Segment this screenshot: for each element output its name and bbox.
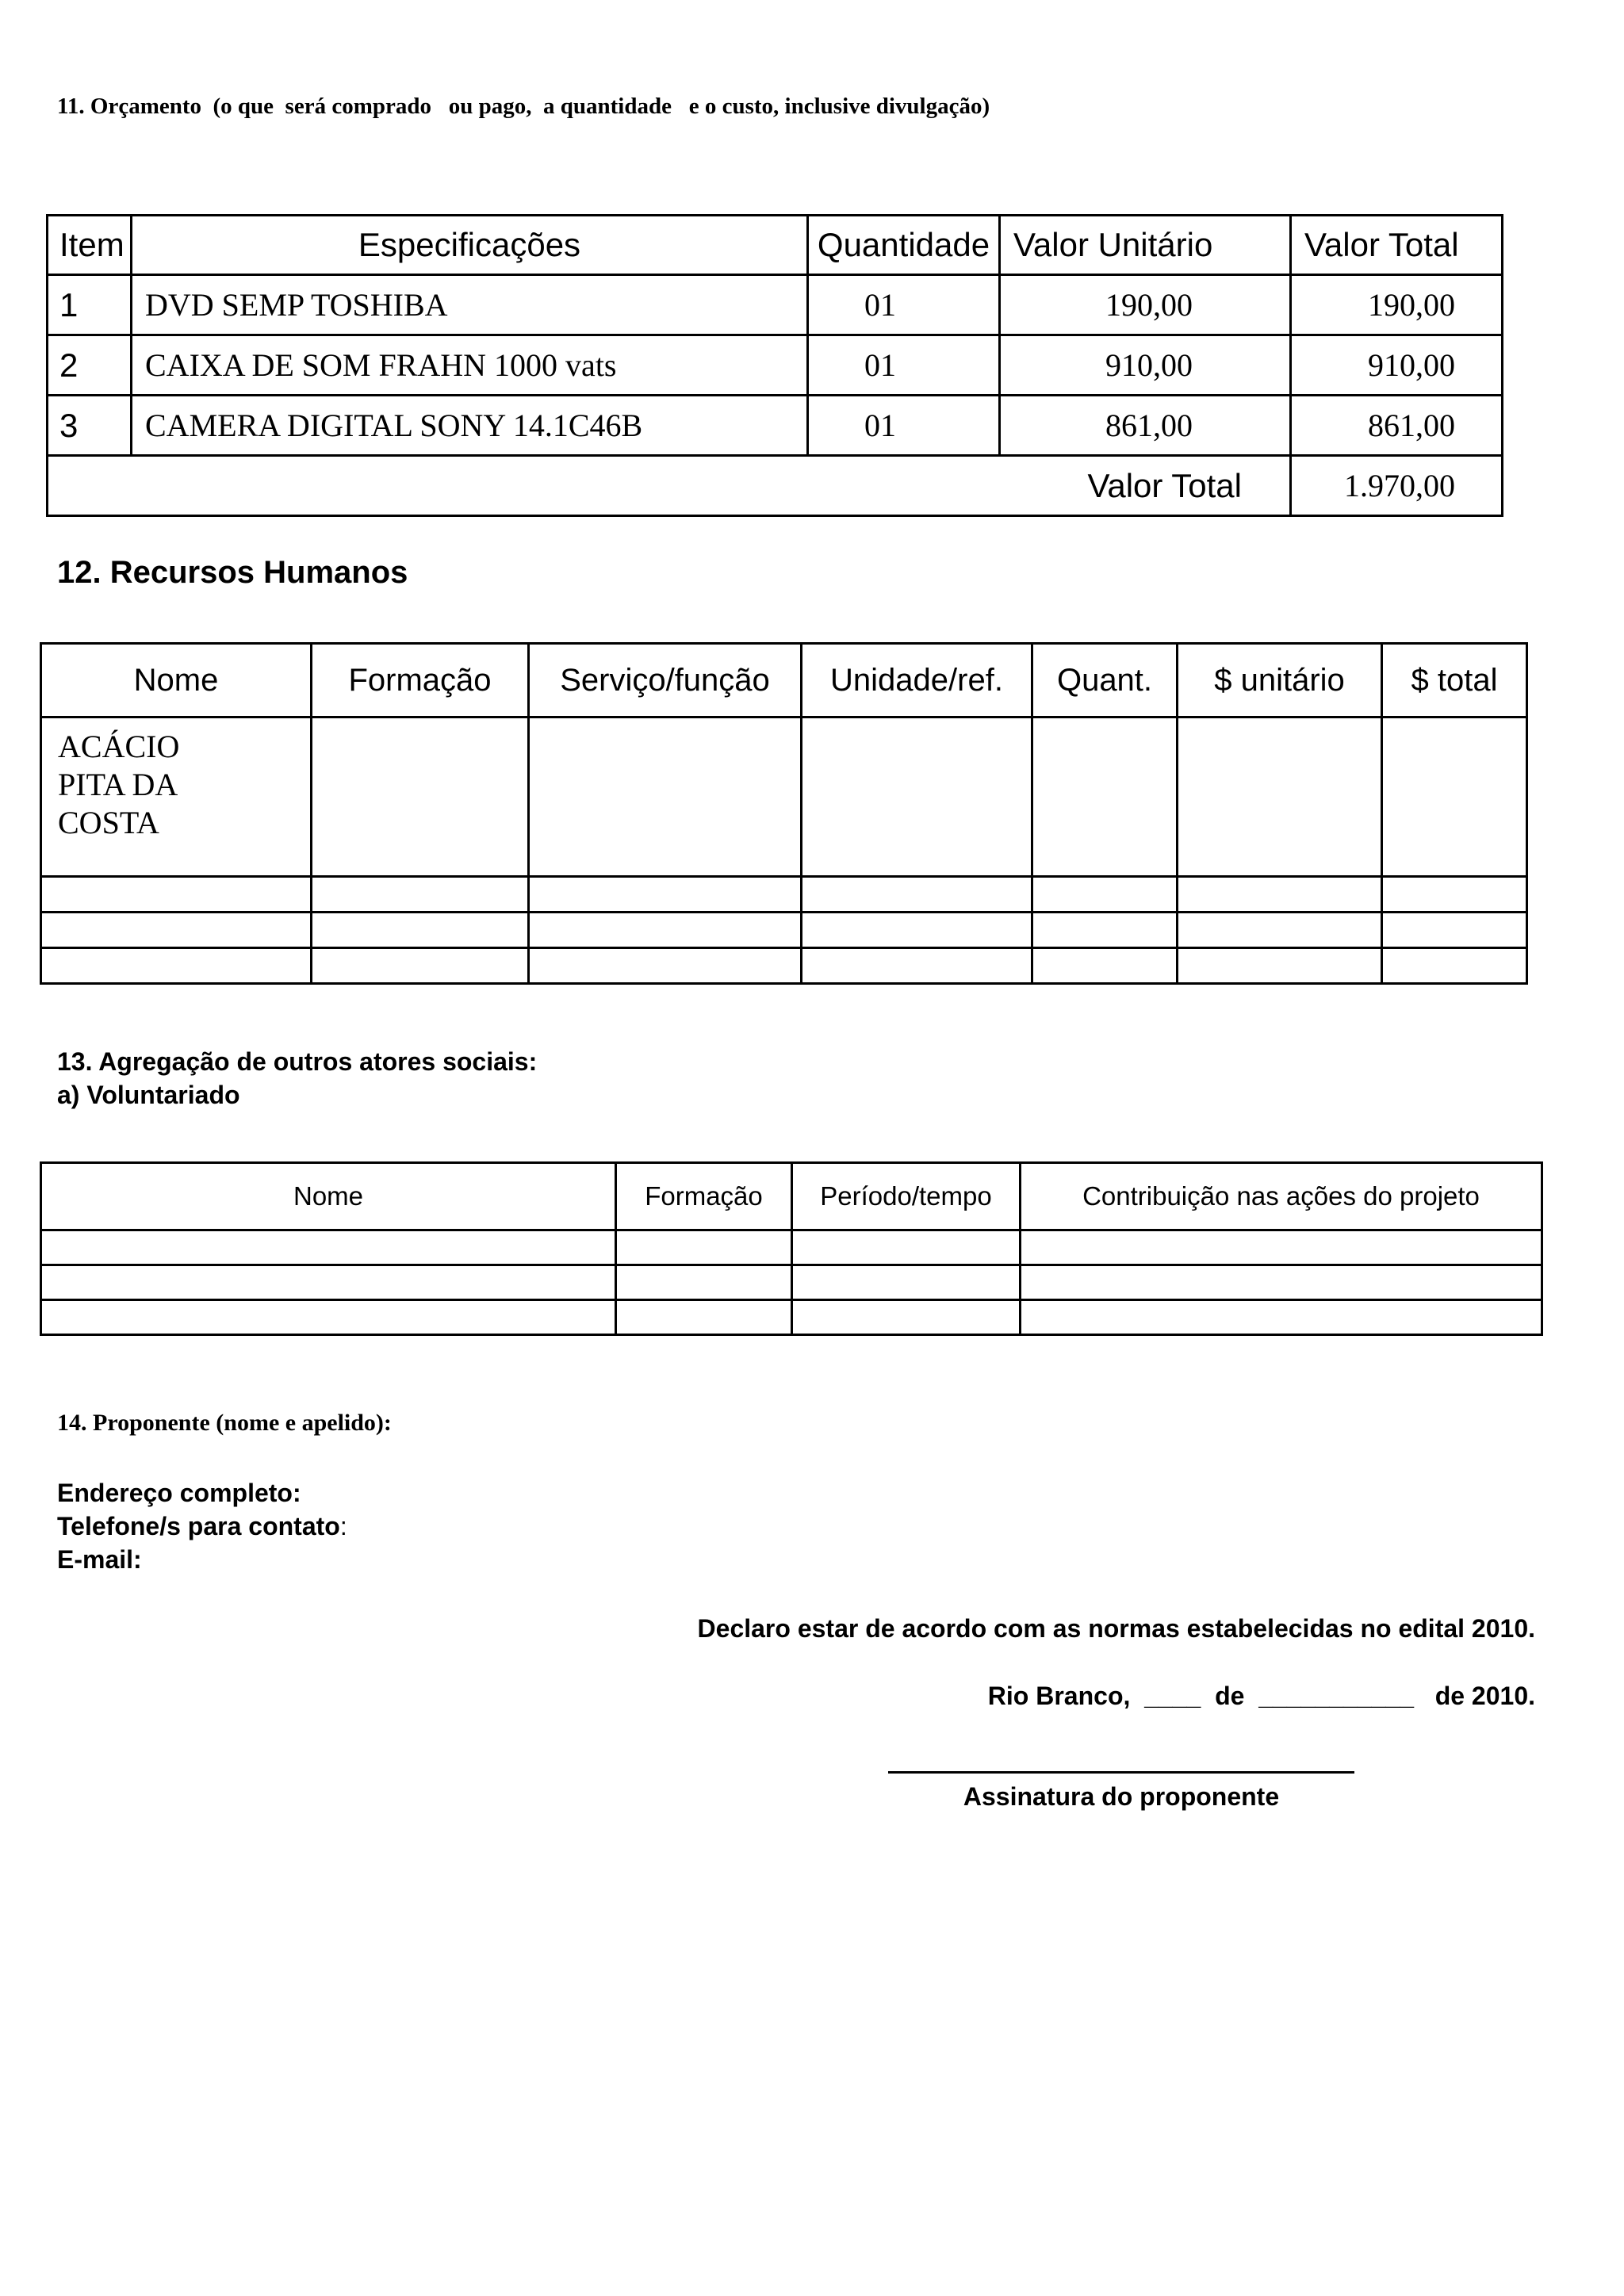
hr-cell [312, 877, 529, 913]
hr-row [41, 718, 1527, 877]
hr-cell [1382, 718, 1527, 877]
hr-header-quantity: Quant. [1032, 644, 1178, 718]
volunteers-cell [41, 1300, 616, 1335]
budget-total-label: Valor Total [48, 456, 1291, 516]
hr-name-cell [41, 718, 312, 877]
hr-name-line: PITA DA [58, 767, 178, 802]
volunteers-cell [1021, 1230, 1542, 1265]
contact-block [57, 1476, 347, 1576]
hr-cell [1382, 877, 1527, 913]
signature-caption: Assinatura do proponente [963, 1782, 1280, 1811]
volunteers-cell [616, 1265, 792, 1300]
email-label: E-mail: [57, 1545, 142, 1574]
hr-cell [312, 948, 529, 984]
hr-cell [41, 877, 312, 913]
volunteers-cell [792, 1265, 1021, 1300]
hr-cell [41, 948, 312, 984]
hr-cell [529, 913, 802, 948]
budget-header-spec: Especificações [132, 216, 808, 275]
volunteers-cell [41, 1230, 616, 1265]
hr-cell [1178, 913, 1382, 948]
hr-cell [41, 913, 312, 948]
phone-label: Telefone/s para contato [57, 1512, 340, 1540]
hr-cell [312, 718, 529, 877]
budget-total-row [48, 456, 1503, 516]
hr-cell [1382, 948, 1527, 984]
budget-item-number: 3 [48, 396, 132, 456]
section-12-heading: 12. Recursos Humanos [57, 555, 408, 590]
budget-header-total-value: Valor Total [1291, 216, 1503, 275]
budget-item-total-value: 910,00 [1291, 335, 1503, 396]
budget-item-spec: CAIXA DE SOM FRAHN 1000 vats [132, 335, 808, 396]
address-label: Endereço completo: [57, 1479, 301, 1507]
hr-cell [529, 718, 802, 877]
volunteers-header-contribution: Contribuição nas ações do projeto [1021, 1163, 1542, 1230]
budget-item-unit-value: 910,00 [1000, 335, 1291, 396]
phone-line [57, 1510, 347, 1543]
volunteers-cell [616, 1300, 792, 1335]
hr-cell [802, 718, 1032, 877]
volunteers-row [41, 1230, 1542, 1265]
volunteers-header-period: Período/tempo [792, 1163, 1021, 1230]
budget-row [48, 275, 1503, 335]
volunteers-cell [616, 1230, 792, 1265]
hr-header-unit-ref: Unidade/ref. [802, 644, 1032, 718]
hr-cell [1178, 718, 1382, 877]
hr-cell [529, 877, 802, 913]
place-date-line: Rio Branco, ____ de ___________ de 2010. [987, 1682, 1535, 1710]
budget-item-qty: 01 [808, 275, 1000, 335]
hr-cell [802, 877, 1032, 913]
hr-cell [1032, 877, 1178, 913]
hr-cell [529, 948, 802, 984]
budget-item-unit-value: 861,00 [1000, 396, 1291, 456]
budget-item-qty: 01 [808, 396, 1000, 456]
hr-cell [1178, 877, 1382, 913]
hr-cell [802, 913, 1032, 948]
budget-total-value: 1.970,00 [1291, 456, 1503, 516]
hr-cell [1382, 913, 1527, 948]
section-13-heading [57, 1045, 537, 1112]
section-13-title: 13. Agregação de outros atores sociais: [57, 1047, 538, 1076]
hr-cell [1178, 948, 1382, 984]
section-13-subtitle: a) Voluntariado [57, 1081, 240, 1109]
hr-row [41, 913, 1527, 948]
budget-item-qty: 01 [808, 335, 1000, 396]
budget-header-unit-value: Valor Unitário [1000, 216, 1291, 275]
volunteers-cell [792, 1300, 1021, 1335]
budget-item-unit-value: 190,00 [1000, 275, 1291, 335]
volunteers-header-name: Nome [41, 1163, 616, 1230]
hr-cell [312, 913, 529, 948]
budget-header-item: Item [48, 216, 132, 275]
hr-row [41, 948, 1527, 984]
budget-item-spec: CAMERA DIGITAL SONY 14.1C46B [132, 396, 808, 456]
hr-name-line: ACÁCIO [58, 729, 180, 764]
hr-name-line: COSTA [58, 805, 159, 840]
budget-item-total-value: 190,00 [1291, 275, 1503, 335]
hr-header-name: Nome [41, 644, 312, 718]
section-11-heading: 11. Orçamento (o que será comprado ou pago, a quantidade e o custo, inclusive divulgação) [57, 94, 990, 119]
budget-table [46, 214, 1503, 517]
hr-cell [1032, 718, 1178, 877]
volunteers-table [40, 1161, 1543, 1336]
volunteers-row [41, 1265, 1542, 1300]
section-14-heading: 14. Proponente (nome e apelido): [57, 1410, 392, 1436]
hr-header-training: Formação [312, 644, 529, 718]
volunteers-header-row [41, 1163, 1542, 1230]
volunteers-cell [792, 1230, 1021, 1265]
budget-item-total-value: 861,00 [1291, 396, 1503, 456]
hr-cell [1032, 913, 1178, 948]
budget-item-number: 2 [48, 335, 132, 396]
volunteers-cell [1021, 1300, 1542, 1335]
human-resources-table [40, 642, 1528, 985]
hr-header-service: Serviço/função [529, 644, 802, 718]
phone-colon: : [339, 1512, 347, 1540]
budget-item-spec: DVD SEMP TOSHIBA [132, 275, 808, 335]
hr-header-row [41, 644, 1527, 718]
budget-item-number: 1 [48, 275, 132, 335]
volunteers-header-training: Formação [616, 1163, 792, 1230]
hr-cell [1032, 948, 1178, 984]
hr-cell [802, 948, 1032, 984]
hr-header-unit-cost: $ unitário [1178, 644, 1382, 718]
volunteers-row [41, 1300, 1542, 1335]
budget-header-qty: Quantidade [808, 216, 1000, 275]
signature-line [888, 1771, 1354, 1774]
hr-row [41, 877, 1527, 913]
budget-header-row [48, 216, 1503, 275]
budget-row [48, 396, 1503, 456]
volunteers-cell [1021, 1265, 1542, 1300]
budget-row [48, 335, 1503, 396]
hr-header-total-cost: $ total [1382, 644, 1527, 718]
declaration-text: Declaro estar de acordo com as normas estabelecidas no edital 2010. [697, 1614, 1535, 1643]
volunteers-cell [41, 1265, 616, 1300]
